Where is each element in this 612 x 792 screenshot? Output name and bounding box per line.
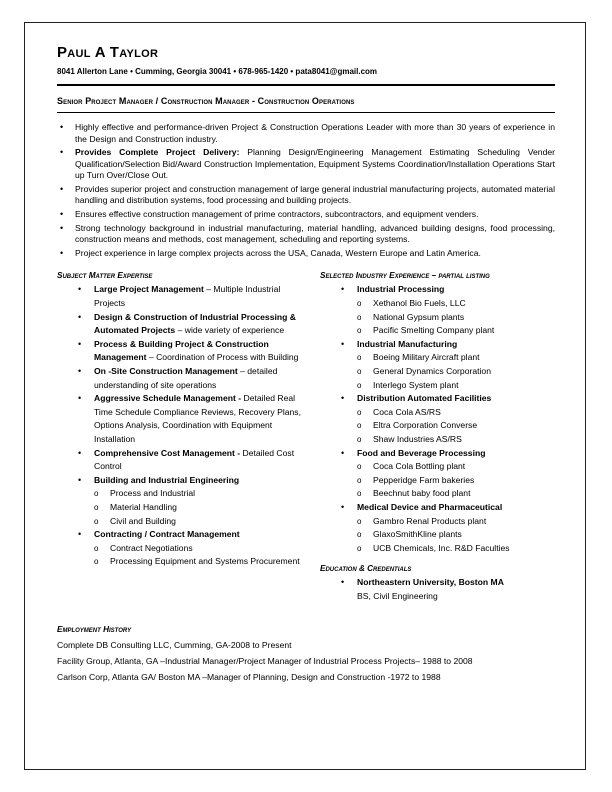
industry-sublist <box>357 297 556 338</box>
expertise-title: Subject Matter Expertise <box>57 271 153 281</box>
industry-sublist <box>357 515 556 556</box>
bullet-icon: • <box>78 393 82 404</box>
circle-bullet-icon: o <box>357 367 362 376</box>
circle-bullet-icon: o <box>357 421 362 431</box>
bullet-icon: • <box>78 311 82 322</box>
circle-bullet-icon: o <box>94 516 99 526</box>
expertise-item: • Design & Construction of Industrial Processing & Automated Projects – wide variety of experience <box>78 311 296 336</box>
circle-bullet-icon: o <box>94 543 99 553</box>
circle-bullet-icon: o <box>357 326 362 336</box>
circle-bullet-icon: o <box>357 299 362 309</box>
industry-item: • Industrial Manufacturing o Boeing Military Aircraft plant o General Dynamics Corporation o Interlego System plant <box>320 338 556 392</box>
employment-entry: Facility Group, Atlanta, GA –Industrial Manager/Project Manager of Industrial Process Projects– 1988 to 2008 <box>57 656 473 667</box>
industry-sublist <box>357 351 556 392</box>
industry-subitem: o GlaxoSmithKline plants <box>357 528 556 542</box>
industry-subitem: o UCB Chemicals, Inc. R&D Faculties <box>357 542 556 556</box>
industry-subitem: o Coca Cola AS/RS <box>357 406 556 420</box>
industry-column <box>320 270 556 603</box>
bullet-icon: • <box>60 183 64 194</box>
industry-subitem: o Pacific Smelting Company plant <box>357 324 556 338</box>
bullet-icon: • <box>341 284 345 295</box>
circle-bullet-icon: o <box>357 475 362 485</box>
summary-list <box>57 122 555 259</box>
industry-subitem: o Beechnut baby food plant <box>357 487 556 501</box>
education-title: Education & Credentials <box>320 564 412 574</box>
industry-subitem: o Xethanol Bio Fuels, LLC <box>357 297 556 311</box>
circle-bullet-icon: o <box>357 489 362 499</box>
candidate-name: Paul A Taylor <box>57 44 159 61</box>
industry-subitem: o Coca Cola Bottling plant <box>357 460 556 474</box>
bullet-icon: • <box>78 474 82 485</box>
bullet-icon: • <box>78 366 82 376</box>
bullet-icon: • <box>341 577 345 588</box>
circle-bullet-icon: o <box>94 489 99 499</box>
industry-list <box>320 283 556 555</box>
circle-bullet-icon: o <box>357 380 362 390</box>
contact-line: 8041 Allerton Lane • Cumming, Georgia 30041 • 678-965-1420 • pata8041@gmail.com <box>57 67 378 76</box>
expertise-list <box>57 283 305 568</box>
expertise-subitem: o Contract Negotiations <box>94 542 305 556</box>
bullet-icon: • <box>60 209 64 220</box>
circle-bullet-icon: o <box>357 543 362 553</box>
industry-subitem: o Eltra Corporation Converse <box>357 419 556 433</box>
industry-item: • Food and Beverage Processing o Coca Cola Bottling plant o Pepperidge Farm bakeries o Beechnut baby food plant <box>320 447 556 501</box>
bullet-icon: • <box>78 284 82 295</box>
industry-subitem: o Shaw Industries AS/RS <box>357 433 556 447</box>
employment-section <box>57 624 555 685</box>
bullet-icon: • <box>60 222 64 233</box>
industry-item: • Industrial Processing o Xethanol Bio Fuels, LLC o National Gypsum plants o Pacific Smelting Company plant <box>320 283 556 337</box>
expertise-subitem: o Processing Equipment and Systems Procurement <box>94 555 305 569</box>
bullet-icon: • <box>60 122 64 132</box>
industry-subitem: o General Dynamics Corporation <box>357 365 556 379</box>
expertise-item: • Building and Industrial Engineering o Process and Industrial o Material Handling o Civil and Building <box>57 474 305 528</box>
summary-item: • Highly effective and performance-driven Project & Construction Operations Leader with more than 30 years of experience in the Design and Construction industry. <box>60 122 555 144</box>
circle-bullet-icon: o <box>357 312 362 322</box>
industry-sublist <box>357 460 556 501</box>
degree: BS, Civil Engineering <box>357 590 438 601</box>
industry-subitem: o Gambro Renal Products plant <box>357 515 556 529</box>
expertise-column <box>57 270 305 568</box>
expertise-item: • Large Project Management – Multiple Industrial Projects <box>78 284 281 309</box>
circle-bullet-icon: o <box>357 434 362 444</box>
summary-item: • Provides superior project and construction management of large general industrial manufacturing projects, automated material handling and distribution systems, food processing and building projects. <box>60 183 555 206</box>
header-rule <box>57 84 555 86</box>
headline: Senior Project Manager / Construction Manager - Construction Operations <box>57 96 355 106</box>
industry-item: • Medical Device and Pharmaceutical o Gambro Renal Products plant o GlaxoSmithKline plants o UCB Chemicals, Inc. R&D Faculties <box>320 501 556 555</box>
expertise-item: • Comprehensive Cost Management - Detailed Cost Control <box>78 447 295 472</box>
employment-entry: Complete DB Consulting LLC, Cumming, GA-2008 to Present <box>57 640 292 651</box>
circle-bullet-icon: o <box>357 353 362 363</box>
education-item <box>320 576 556 603</box>
bullet-icon: • <box>341 338 345 349</box>
employment-title: Employment History <box>57 625 132 635</box>
industry-subitem: o Pepperidge Farm bakeries <box>357 474 556 488</box>
expertise-subitem: o Civil and Building <box>94 515 305 529</box>
education-list <box>320 576 556 603</box>
bullet-icon: • <box>78 529 82 540</box>
employment-entry: Carlson Corp, Atlanta GA/ Boston MA –Manager of Planning, Design and Construction -1972 to 1988 <box>57 672 441 683</box>
bullet-icon: • <box>341 447 345 458</box>
summary-item: • Provides Complete Project Delivery: Planning Design/Engineering Management Estimating Scheduling Vender Qualification/Selection Bid/Award Construction Implementation, Equipment Systems Coordination/Installation Operations Start up Turn Over/Close Out. <box>60 147 555 181</box>
expertise-item: • Process & Building Project & Construction Management – Coordination of Process with Building <box>78 338 299 363</box>
bullet-icon: • <box>78 338 82 349</box>
bullet-icon: • <box>341 501 345 512</box>
expertise-subitem: o Process and Industrial <box>94 487 305 501</box>
headline-rule <box>57 112 555 113</box>
circle-bullet-icon: o <box>357 407 362 417</box>
summary-item: • Project experience in large complex projects across the USA, Canada, Western Europe and Latin America. <box>60 247 481 258</box>
bullet-icon: • <box>341 393 345 404</box>
bullet-icon: • <box>78 447 82 458</box>
resume <box>57 44 555 685</box>
expertise-item: • On -Site Construction Management – detailed understanding of site operations <box>78 366 278 390</box>
industry-sublist <box>357 406 556 447</box>
circle-bullet-icon: o <box>357 530 362 540</box>
expertise-sublist <box>94 487 305 528</box>
expertise-sublist <box>94 542 305 569</box>
circle-bullet-icon: o <box>94 502 99 512</box>
circle-bullet-icon: o <box>357 462 362 472</box>
bullet-icon: • <box>60 147 64 158</box>
industry-subitem: o Interlego System plant <box>357 379 556 393</box>
two-column-section <box>57 270 555 615</box>
circle-bullet-icon: o <box>357 516 362 526</box>
bullet-icon: • <box>60 247 64 258</box>
school-name: Northeastern University, Boston MA <box>357 577 504 588</box>
industry-item: • Distribution Automated Facilities o Coca Cola AS/RS o Eltra Corporation Converse o Shaw Industries AS/RS <box>320 392 556 446</box>
summary-item: • Strong technology background in industrial manufacturing, material handling, advanced building designs, food processing, construction means and methods, cost management, scheduling and reporting systems. <box>60 222 555 245</box>
industry-title: Selected Industry Experience – partial listing <box>320 271 490 281</box>
expertise-item: • Aggressive Schedule Management - Detailed Real Time Schedule Compliance Reviews, Recovery Plans, Options Analysis, Coordination with Equipment Installation <box>78 393 301 444</box>
summary-item: • Ensures effective construction management of prime contractors, subcontractors, and equipment venders. <box>60 209 479 220</box>
circle-bullet-icon: o <box>94 557 99 567</box>
industry-subitem: o National Gypsum plants <box>357 311 556 325</box>
expertise-subitem: o Material Handling <box>94 501 305 515</box>
expertise-item: • Contracting / Contract Management o Contract Negotiations o Processing Equipment and Systems Procurement <box>57 528 305 569</box>
industry-subitem: o Boeing Military Aircraft plant <box>357 351 556 365</box>
